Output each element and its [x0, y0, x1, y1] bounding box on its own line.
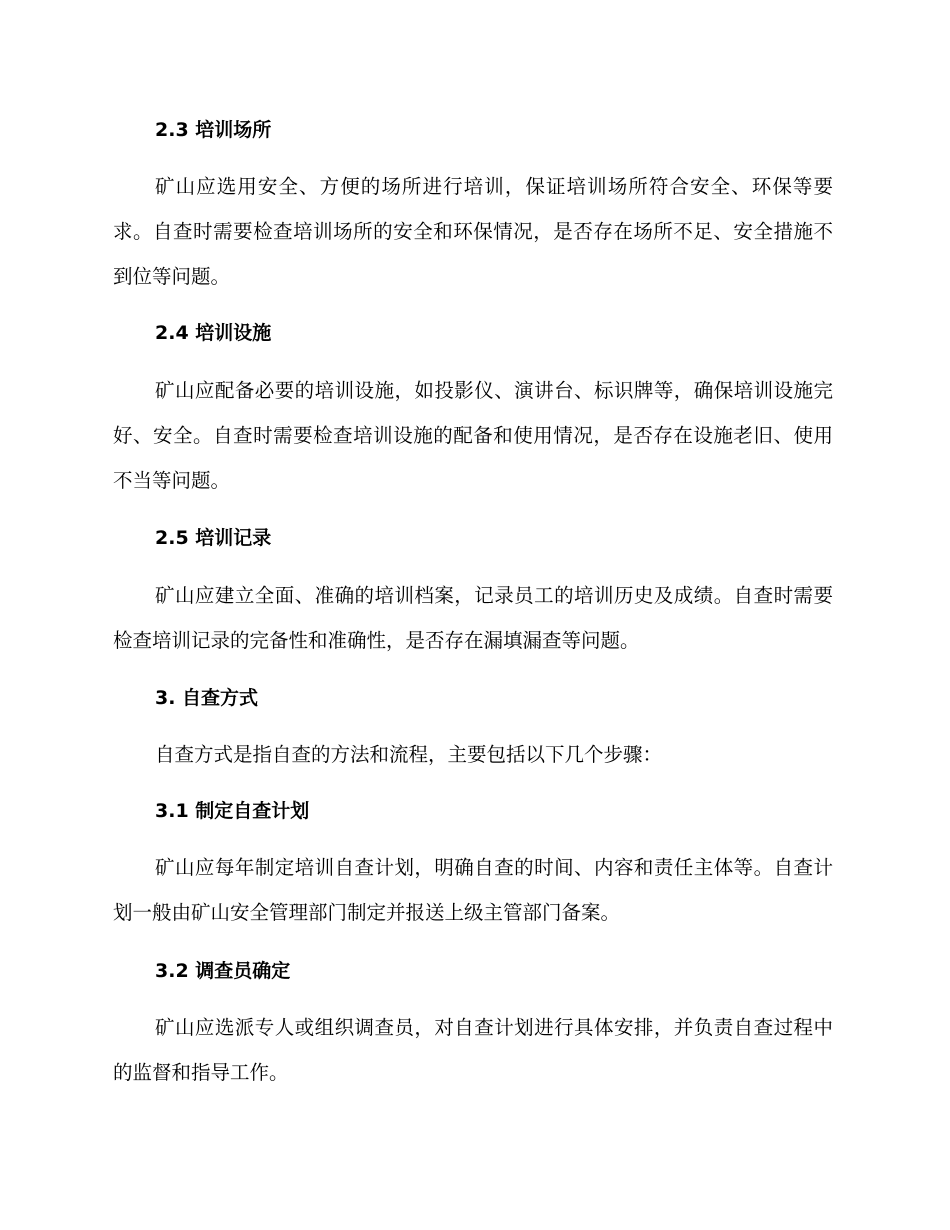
paragraph-3-2: 矿山应选派专人或组织调查员，对自查计划进行具体安排，并负责自查过程中的监督和指导工作。: [113, 1016, 833, 1084]
paragraph-2-3: 矿山应选用安全、方便的场所进行培训，保证培训场所符合安全、环保等要求。自查时需要检查培训场所的安全和环保情况，是否存在场所不足、安全措施不到位等问题。: [113, 175, 833, 288]
heading-2-3: 2.3 培训场所: [155, 119, 272, 141]
heading-3: 3. 自查方式: [155, 687, 259, 709]
paragraph-2-4: 矿山应配备必要的培训设施，如投影仪、演讲台、标识牌等，确保培训设施完好、安全。自查时需要检查培训设施的配备和使用情况，是否存在设施老旧、使用不当等问题。: [113, 379, 833, 492]
heading-2-5: 2.5 培训记录: [155, 527, 272, 549]
heading-2-4: 2.4 培训设施: [155, 322, 272, 344]
paragraph-3-1: 矿山应每年制定培训自查计划，明确自查的时间、内容和责任主体等。自查计划一般由矿山安全管理部门制定并报送上级主管部门备案。: [113, 856, 833, 924]
heading-3-1: 3.1 制定自查计划: [155, 800, 310, 822]
heading-3-2: 3.2 调查员确定: [155, 960, 291, 982]
paragraph-3: 自查方式是指自查的方法和流程，主要包括以下几个步骤：: [155, 743, 663, 766]
paragraph-2-5: 矿山应建立全面、准确的培训档案，记录员工的培训历史及成绩。自查时需要检查培训记录的完备性和准确性，是否存在漏填漏查等问题。: [113, 584, 833, 652]
